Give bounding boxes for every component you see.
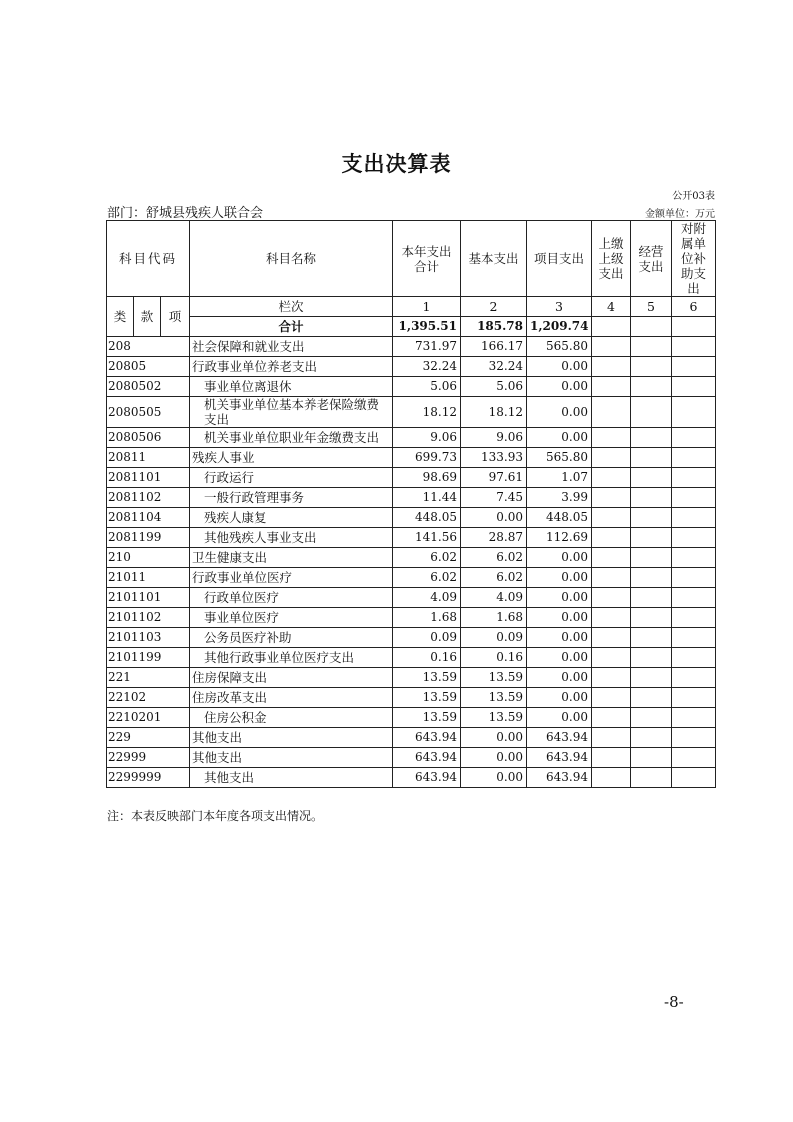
row-subsidiary-subsidy bbox=[672, 608, 716, 628]
row-code: 2080502 bbox=[107, 377, 190, 397]
row-name: 机关事业单位基本养老保险缴费支出 bbox=[190, 397, 393, 428]
table-row bbox=[107, 337, 716, 357]
row-code: 2210201 bbox=[107, 708, 190, 728]
row-upper-payment bbox=[592, 528, 631, 548]
row-project-expenditure: 448.05 bbox=[527, 508, 592, 528]
row-business-expenditure bbox=[631, 748, 672, 768]
total-c3: 1,209.74 bbox=[527, 317, 592, 337]
table-row bbox=[107, 428, 716, 448]
row-subsidiary-subsidy bbox=[672, 588, 716, 608]
table-row bbox=[107, 628, 716, 648]
row-project-expenditure: 0.00 bbox=[527, 397, 592, 428]
row-upper-payment bbox=[592, 397, 631, 428]
row-upper-payment bbox=[592, 377, 631, 397]
row-total-expenditure: 448.05 bbox=[393, 508, 461, 528]
row-subsidiary-subsidy bbox=[672, 448, 716, 468]
row-total-expenditure: 643.94 bbox=[393, 768, 461, 788]
row-project-expenditure: 3.99 bbox=[527, 488, 592, 508]
table-body bbox=[107, 337, 716, 788]
row-basic-expenditure: 28.87 bbox=[461, 528, 527, 548]
row-business-expenditure bbox=[631, 708, 672, 728]
row-code: 22999 bbox=[107, 748, 190, 768]
row-name: 住房公积金 bbox=[190, 708, 393, 728]
row-project-expenditure: 1.07 bbox=[527, 468, 592, 488]
row-business-expenditure bbox=[631, 628, 672, 648]
row-code: 208 bbox=[107, 337, 190, 357]
row-basic-expenditure: 0.00 bbox=[461, 768, 527, 788]
row-subsidiary-subsidy bbox=[672, 648, 716, 668]
row-name: 事业单位医疗 bbox=[190, 608, 393, 628]
table-row bbox=[107, 608, 716, 628]
row-basic-expenditure: 6.02 bbox=[461, 568, 527, 588]
row-code: 2080506 bbox=[107, 428, 190, 448]
row-subsidiary-subsidy bbox=[672, 488, 716, 508]
row-code: 20811 bbox=[107, 448, 190, 468]
row-business-expenditure bbox=[631, 728, 672, 748]
row-business-expenditure bbox=[631, 668, 672, 688]
row-name: 其他支出 bbox=[190, 748, 393, 768]
row-total-expenditure: 643.94 bbox=[393, 728, 461, 748]
row-total-expenditure: 699.73 bbox=[393, 448, 461, 468]
row-upper-payment bbox=[592, 648, 631, 668]
footnote: 注：本表反映部门本年度各项支出情况。 bbox=[107, 809, 324, 823]
row-basic-expenditure: 4.09 bbox=[461, 588, 527, 608]
row-basic-expenditure: 133.93 bbox=[461, 448, 527, 468]
row-upper-payment bbox=[592, 688, 631, 708]
row-subsidiary-subsidy bbox=[672, 728, 716, 748]
row-code: 229 bbox=[107, 728, 190, 748]
row-upper-payment bbox=[592, 468, 631, 488]
row-business-expenditure bbox=[631, 337, 672, 357]
table-row bbox=[107, 748, 716, 768]
row-project-expenditure: 112.69 bbox=[527, 528, 592, 548]
unit-label: 金额单位：万元 bbox=[645, 209, 715, 220]
row-subsidiary-subsidy bbox=[672, 708, 716, 728]
header-col3: 项目支出 bbox=[527, 221, 592, 297]
row-code: 2080505 bbox=[107, 397, 190, 428]
row-basic-expenditure: 6.02 bbox=[461, 548, 527, 568]
row-code: 2101199 bbox=[107, 648, 190, 668]
row-project-expenditure: 0.00 bbox=[527, 357, 592, 377]
header-row bbox=[107, 221, 716, 297]
row-total-expenditure: 13.59 bbox=[393, 668, 461, 688]
row-total-expenditure: 141.56 bbox=[393, 528, 461, 548]
row-upper-payment bbox=[592, 768, 631, 788]
row-project-expenditure: 0.00 bbox=[527, 588, 592, 608]
table-row bbox=[107, 728, 716, 748]
row-upper-payment bbox=[592, 548, 631, 568]
total-c1: 1,395.51 bbox=[393, 317, 461, 337]
header-col5: 经营支出 bbox=[631, 221, 672, 297]
row-subsidiary-subsidy bbox=[672, 668, 716, 688]
row-code: 2081102 bbox=[107, 488, 190, 508]
row-name: 住房保障支出 bbox=[190, 668, 393, 688]
row-total-expenditure: 643.94 bbox=[393, 748, 461, 768]
row-upper-payment bbox=[592, 588, 631, 608]
row-business-expenditure bbox=[631, 397, 672, 428]
row-total-expenditure: 6.02 bbox=[393, 548, 461, 568]
header-col4: 上缴上级支出 bbox=[592, 221, 631, 297]
header-kuan: 款 bbox=[134, 297, 161, 337]
row-code: 2081199 bbox=[107, 528, 190, 548]
row-upper-payment bbox=[592, 568, 631, 588]
total-row bbox=[107, 317, 716, 337]
table-row bbox=[107, 508, 716, 528]
table-row bbox=[107, 397, 716, 428]
row-business-expenditure bbox=[631, 648, 672, 668]
header-lei: 类 bbox=[107, 297, 134, 337]
row-upper-payment bbox=[592, 337, 631, 357]
row-project-expenditure: 0.00 bbox=[527, 608, 592, 628]
page-number: -8- bbox=[664, 993, 684, 1011]
row-total-expenditure: 4.09 bbox=[393, 588, 461, 608]
row-project-expenditure: 643.94 bbox=[527, 748, 592, 768]
row-name: 机关事业单位职业年金缴费支出 bbox=[190, 428, 393, 448]
row-business-expenditure bbox=[631, 688, 672, 708]
row-upper-payment bbox=[592, 708, 631, 728]
row-basic-expenditure: 0.00 bbox=[461, 508, 527, 528]
row-total-expenditure: 0.09 bbox=[393, 628, 461, 648]
row-business-expenditure bbox=[631, 508, 672, 528]
row-name: 其他残疾人事业支出 bbox=[190, 528, 393, 548]
row-business-expenditure bbox=[631, 428, 672, 448]
row-name: 卫生健康支出 bbox=[190, 548, 393, 568]
header-col6: 对附属单位补助支出 bbox=[672, 221, 716, 297]
col-number-4: 4 bbox=[592, 297, 631, 317]
row-name: 行政事业单位医疗 bbox=[190, 568, 393, 588]
row-total-expenditure: 731.97 bbox=[393, 337, 461, 357]
row-business-expenditure bbox=[631, 608, 672, 628]
row-total-expenditure: 11.44 bbox=[393, 488, 461, 508]
table-row bbox=[107, 448, 716, 468]
row-basic-expenditure: 5.06 bbox=[461, 377, 527, 397]
row-name: 行政单位医疗 bbox=[190, 588, 393, 608]
row-subsidiary-subsidy bbox=[672, 768, 716, 788]
row-total-expenditure: 13.59 bbox=[393, 708, 461, 728]
row-basic-expenditure: 166.17 bbox=[461, 337, 527, 357]
row-total-expenditure: 18.12 bbox=[393, 397, 461, 428]
row-basic-expenditure: 13.59 bbox=[461, 688, 527, 708]
department-label: 部门：舒城县残疾人联合会 bbox=[107, 206, 264, 221]
row-code: 2101103 bbox=[107, 628, 190, 648]
row-basic-expenditure: 0.09 bbox=[461, 628, 527, 648]
table-row bbox=[107, 357, 716, 377]
row-project-expenditure: 0.00 bbox=[527, 548, 592, 568]
total-c2: 185.78 bbox=[461, 317, 527, 337]
header-col1: 本年支出合计 bbox=[393, 221, 461, 297]
row-total-expenditure: 6.02 bbox=[393, 568, 461, 588]
table-row bbox=[107, 377, 716, 397]
row-business-expenditure bbox=[631, 768, 672, 788]
row-code: 2081104 bbox=[107, 508, 190, 528]
row-project-expenditure: 643.94 bbox=[527, 768, 592, 788]
row-basic-expenditure: 18.12 bbox=[461, 397, 527, 428]
page-title: 支出决算表 bbox=[341, 152, 452, 176]
row-name: 行政事业单位养老支出 bbox=[190, 357, 393, 377]
row-subsidiary-subsidy bbox=[672, 568, 716, 588]
row-name: 残疾人事业 bbox=[190, 448, 393, 468]
row-project-expenditure: 0.00 bbox=[527, 428, 592, 448]
column-number-row bbox=[107, 297, 716, 317]
row-project-expenditure: 0.00 bbox=[527, 568, 592, 588]
header-xiang: 项 bbox=[161, 297, 190, 337]
table-row bbox=[107, 768, 716, 788]
col-number-1: 1 bbox=[393, 297, 461, 317]
row-project-expenditure: 565.80 bbox=[527, 337, 592, 357]
row-subsidiary-subsidy bbox=[672, 397, 716, 428]
table-row bbox=[107, 648, 716, 668]
row-total-expenditure: 1.68 bbox=[393, 608, 461, 628]
row-total-expenditure: 98.69 bbox=[393, 468, 461, 488]
row-name: 事业单位离退休 bbox=[190, 377, 393, 397]
table-row bbox=[107, 668, 716, 688]
row-total-expenditure: 0.16 bbox=[393, 648, 461, 668]
row-business-expenditure bbox=[631, 568, 672, 588]
row-business-expenditure bbox=[631, 468, 672, 488]
table-row bbox=[107, 588, 716, 608]
row-name: 行政运行 bbox=[190, 468, 393, 488]
table-row bbox=[107, 488, 716, 508]
row-basic-expenditure: 7.45 bbox=[461, 488, 527, 508]
row-subsidiary-subsidy bbox=[672, 748, 716, 768]
row-business-expenditure bbox=[631, 528, 672, 548]
col-number-2: 2 bbox=[461, 297, 527, 317]
row-project-expenditure: 0.00 bbox=[527, 648, 592, 668]
form-number: 公开03表 bbox=[672, 191, 715, 202]
row-code: 20805 bbox=[107, 357, 190, 377]
row-business-expenditure bbox=[631, 588, 672, 608]
row-business-expenditure bbox=[631, 377, 672, 397]
header-code: 科目代码 bbox=[107, 221, 190, 297]
table-row bbox=[107, 468, 716, 488]
expenditure-table bbox=[106, 220, 716, 788]
row-project-expenditure: 0.00 bbox=[527, 377, 592, 397]
row-upper-payment bbox=[592, 668, 631, 688]
row-project-expenditure: 643.94 bbox=[527, 728, 592, 748]
row-upper-payment bbox=[592, 428, 631, 448]
row-code: 2101101 bbox=[107, 588, 190, 608]
row-code: 221 bbox=[107, 668, 190, 688]
row-subsidiary-subsidy bbox=[672, 548, 716, 568]
header-name: 科目名称 bbox=[190, 221, 393, 297]
row-project-expenditure: 565.80 bbox=[527, 448, 592, 468]
row-subsidiary-subsidy bbox=[672, 357, 716, 377]
row-upper-payment bbox=[592, 728, 631, 748]
table-row bbox=[107, 568, 716, 588]
col-number-3: 3 bbox=[527, 297, 592, 317]
row-business-expenditure bbox=[631, 548, 672, 568]
row-name: 住房改革支出 bbox=[190, 688, 393, 708]
table-row bbox=[107, 548, 716, 568]
row-code: 210 bbox=[107, 548, 190, 568]
row-upper-payment bbox=[592, 628, 631, 648]
row-subsidiary-subsidy bbox=[672, 428, 716, 448]
row-upper-payment bbox=[592, 508, 631, 528]
table-row bbox=[107, 528, 716, 548]
row-basic-expenditure: 13.59 bbox=[461, 708, 527, 728]
row-upper-payment bbox=[592, 608, 631, 628]
row-business-expenditure bbox=[631, 448, 672, 468]
row-name: 社会保障和就业支出 bbox=[190, 337, 393, 357]
row-basic-expenditure: 32.24 bbox=[461, 357, 527, 377]
row-subsidiary-subsidy bbox=[672, 468, 716, 488]
row-business-expenditure bbox=[631, 488, 672, 508]
row-subsidiary-subsidy bbox=[672, 528, 716, 548]
row-upper-payment bbox=[592, 357, 631, 377]
header-col2: 基本支出 bbox=[461, 221, 527, 297]
col-number-6: 6 bbox=[672, 297, 716, 317]
row-project-expenditure: 0.00 bbox=[527, 708, 592, 728]
row-project-expenditure: 0.00 bbox=[527, 668, 592, 688]
row-total-expenditure: 13.59 bbox=[393, 688, 461, 708]
row-basic-expenditure: 0.00 bbox=[461, 728, 527, 748]
row-upper-payment bbox=[592, 488, 631, 508]
row-business-expenditure bbox=[631, 357, 672, 377]
row-basic-expenditure: 97.61 bbox=[461, 468, 527, 488]
row-name: 其他支出 bbox=[190, 728, 393, 748]
row-subsidiary-subsidy bbox=[672, 377, 716, 397]
header-lanci: 栏次 bbox=[190, 297, 393, 317]
row-total-expenditure: 5.06 bbox=[393, 377, 461, 397]
row-subsidiary-subsidy bbox=[672, 628, 716, 648]
row-basic-expenditure: 0.16 bbox=[461, 648, 527, 668]
row-code: 22102 bbox=[107, 688, 190, 708]
row-subsidiary-subsidy bbox=[672, 337, 716, 357]
total-label: 合计 bbox=[190, 317, 393, 337]
row-name: 残疾人康复 bbox=[190, 508, 393, 528]
row-name: 其他行政事业单位医疗支出 bbox=[190, 648, 393, 668]
row-code: 2081101 bbox=[107, 468, 190, 488]
row-code: 2299999 bbox=[107, 768, 190, 788]
row-name: 公务员医疗补助 bbox=[190, 628, 393, 648]
row-name: 一般行政管理事务 bbox=[190, 488, 393, 508]
row-project-expenditure: 0.00 bbox=[527, 628, 592, 648]
row-total-expenditure: 9.06 bbox=[393, 428, 461, 448]
table-row bbox=[107, 688, 716, 708]
row-subsidiary-subsidy bbox=[672, 508, 716, 528]
row-code: 21011 bbox=[107, 568, 190, 588]
row-basic-expenditure: 1.68 bbox=[461, 608, 527, 628]
row-code: 2101102 bbox=[107, 608, 190, 628]
row-name: 其他支出 bbox=[190, 768, 393, 788]
table-row bbox=[107, 708, 716, 728]
row-basic-expenditure: 13.59 bbox=[461, 668, 527, 688]
row-total-expenditure: 32.24 bbox=[393, 357, 461, 377]
row-basic-expenditure: 9.06 bbox=[461, 428, 527, 448]
row-subsidiary-subsidy bbox=[672, 688, 716, 708]
row-project-expenditure: 0.00 bbox=[527, 688, 592, 708]
row-upper-payment bbox=[592, 748, 631, 768]
row-basic-expenditure: 0.00 bbox=[461, 748, 527, 768]
col-number-5: 5 bbox=[631, 297, 672, 317]
row-upper-payment bbox=[592, 448, 631, 468]
